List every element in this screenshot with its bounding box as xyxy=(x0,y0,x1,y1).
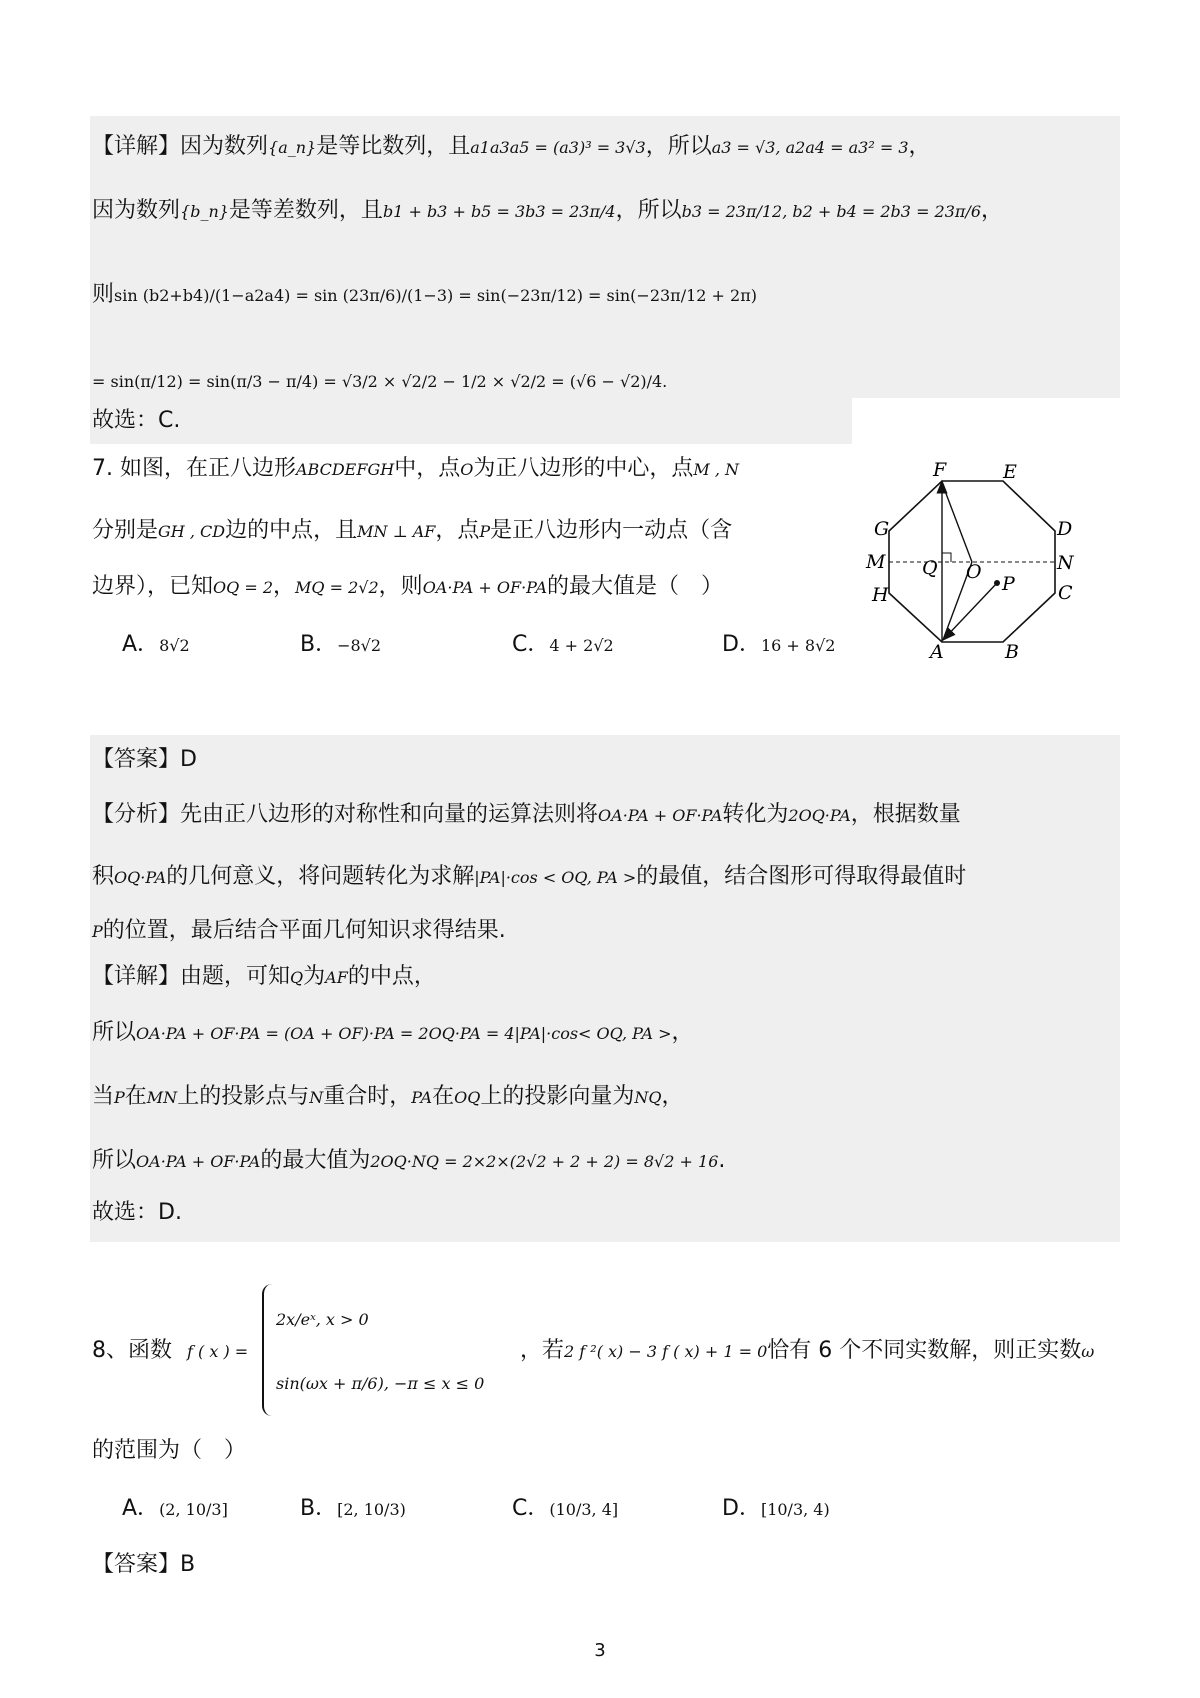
q6-detail-line3 xyxy=(92,280,757,311)
math-inline: AF xyxy=(325,968,348,987)
q7-stem-line3 xyxy=(92,572,723,603)
text: 为正八边形的中心，点 xyxy=(473,456,694,481)
math-equation: sin (b2+b4)/(1−a2a4) = sin (23π/6)/(1−3) = sin(−23π/12) = sin(−23π/12 + 2π) xyxy=(114,286,757,305)
math-inline: M , N xyxy=(693,460,739,479)
label-G: G xyxy=(874,518,890,540)
option-letter: C． xyxy=(512,1496,550,1521)
text: 的最大值是（ ） xyxy=(547,574,724,599)
math-equation: = sin(π/12) = sin(π/3 − π/4) = √3/2 × √2/2 − 1/2 × √2/2 = (√6 − √2)/4. xyxy=(92,372,668,391)
math-inline: MQ = 2√2 xyxy=(295,578,379,597)
math-inline: {a_n} xyxy=(268,138,317,157)
math-piece: 2x/eˣ, x > 0 xyxy=(276,1310,369,1329)
q7-analysis-line1 xyxy=(92,800,961,831)
math-equation: 2 f ²( x) − 3 f ( x) + 1 = 0 xyxy=(564,1342,768,1361)
q7-option-d[interactable] xyxy=(722,630,835,661)
math-vector-expression: OA·PA + OF·PA xyxy=(598,806,723,825)
text: 因为数列 xyxy=(92,198,181,223)
text: 则 xyxy=(92,282,115,307)
math-inline: b3 = 23π/12, b2 + b4 = 2b3 = 23π/6 xyxy=(681,202,981,221)
text: ，所以 xyxy=(645,134,712,159)
text: ，则 xyxy=(378,574,423,599)
q6-detail-line2: 因为数列{b_n}是等差数列，且b1 + b3 + b5 = 3b3 = 23π/4，所以b3 = 23π/12, b2 + b4 = 2b3 = 23π/6， xyxy=(92,198,1004,223)
text: ， xyxy=(661,1084,684,1109)
math-vector-expression: OQ·PA xyxy=(114,868,167,887)
math-vector: PA xyxy=(411,1088,433,1107)
math-vector-expression: OA·PA + OF·PA xyxy=(422,578,548,597)
q8-option-a[interactable] xyxy=(122,1494,228,1525)
label-E: E xyxy=(1003,461,1017,483)
option-letter: B． xyxy=(300,1496,338,1521)
octagon-figure xyxy=(860,455,1100,670)
option-value: (2, 10/3] xyxy=(159,1500,228,1519)
text: 的范围为（ ） xyxy=(92,1438,247,1463)
text: ， xyxy=(671,1020,694,1045)
q7-detail-line4 xyxy=(92,1146,725,1177)
label-Q: Q xyxy=(922,557,938,579)
label-O: O xyxy=(966,561,982,583)
q7-detail-line1 xyxy=(92,962,436,993)
option-value: (10/3, 4] xyxy=(549,1500,619,1519)
text: ，根据数量 xyxy=(850,802,961,827)
option-value: [2, 10/3) xyxy=(337,1500,406,1519)
answer-text: 【答案】B xyxy=(92,1552,196,1577)
text: 所以 xyxy=(92,1020,137,1045)
math-vector-expression: OA·PA + OF·PA = (OA + OF)·PA = 2OQ·PA = 4|PA|·cos< OQ, PA > xyxy=(136,1024,672,1043)
option-letter: C． xyxy=(512,632,550,657)
math-inline: a1a3a5 = (a3)³ = 3√3 xyxy=(470,138,646,157)
text: ， xyxy=(273,574,296,599)
q6-detail-line1: 【详解】因为数列{a_n}是等比数列，且a1a3a5 = (a3)³ = 3√3，所以a3 = √3, a2a4 = a3² = 3， xyxy=(92,134,931,159)
math-inline: MN ⊥ AF xyxy=(357,522,436,541)
q8-piece2 xyxy=(276,1368,484,1399)
text: 转化为 xyxy=(722,802,789,827)
q7-analysis-line3 xyxy=(92,916,506,947)
text: ，点 xyxy=(435,518,480,543)
text: 边界），已知 xyxy=(92,574,214,599)
math-inline: N xyxy=(309,1088,324,1107)
label-N: N xyxy=(1057,552,1074,574)
q7-option-b[interactable] xyxy=(300,630,381,661)
label-P: P xyxy=(1002,573,1015,595)
text: 所以 xyxy=(92,1148,137,1173)
math-inline: b1 + b3 + b5 = 3b3 = 23π/4 xyxy=(382,202,616,221)
math-inline: O xyxy=(460,460,474,479)
text: 由题，可知 xyxy=(180,964,291,989)
q8-piece1 xyxy=(276,1304,369,1335)
option-value: −8√2 xyxy=(337,636,382,655)
q8-option-b[interactable] xyxy=(300,1494,406,1525)
text: 边的中点，且 xyxy=(225,518,358,543)
q8-stem-cont xyxy=(520,1336,1094,1367)
text: 中，点 xyxy=(394,456,461,481)
math-equation: 2OQ·NQ = 2×2×(2√2 + 2 + 2) = 8√2 + 16 xyxy=(370,1152,719,1171)
text: ，若 xyxy=(520,1338,565,1363)
text: 在 xyxy=(124,1084,147,1109)
q7-option-c[interactable] xyxy=(512,630,614,661)
option-value: 16 + 8√2 xyxy=(760,636,836,655)
math-inline: GH , CD xyxy=(158,522,226,541)
q6-detail-line4 xyxy=(92,366,667,397)
text: 先由正八边形的对称性和向量的运算法则将 xyxy=(180,802,599,827)
q7-answer xyxy=(92,745,197,775)
option-letter: D． xyxy=(722,1496,761,1521)
text: 上的投影向量为 xyxy=(480,1084,635,1109)
math-vector-expression: OA·PA + OF·PA xyxy=(136,1152,261,1171)
page-number: 3 xyxy=(594,1640,606,1661)
label-H: H xyxy=(872,584,889,606)
math-inline: MN xyxy=(146,1088,178,1107)
option-letter: A． xyxy=(122,632,160,657)
math-inline: P xyxy=(479,522,491,541)
q7-choice xyxy=(92,1198,182,1228)
text: 在 xyxy=(432,1084,455,1109)
label-B: B xyxy=(1005,641,1019,663)
text: 的最大值为 xyxy=(260,1148,371,1173)
label-M: M xyxy=(866,551,886,573)
math-inline: P xyxy=(114,1088,125,1107)
text: 是等差数列，且 xyxy=(228,198,383,223)
math-vector-expression: 2OQ·PA xyxy=(788,806,851,825)
option-letter: B． xyxy=(300,632,338,657)
math-inline: Q xyxy=(290,968,304,987)
text: 当 xyxy=(92,1084,115,1109)
choice-text: 故选：D. xyxy=(92,1200,182,1225)
text: 恰有 6 个不同实数解，则正实数 xyxy=(767,1338,1082,1363)
math-vector: OQ xyxy=(454,1088,481,1107)
q6-choice-shade xyxy=(90,398,852,444)
option-value: 8√2 xyxy=(159,636,190,655)
q8-stem-line2 xyxy=(92,1436,246,1466)
math-inline: ω xyxy=(1081,1342,1095,1361)
q8-answer xyxy=(92,1550,195,1580)
q7-stem-line1 xyxy=(92,454,739,485)
text: 的最值，结合图形可得取得最值时 xyxy=(636,864,967,889)
text: . xyxy=(718,1148,726,1173)
label-C: C xyxy=(1058,582,1073,604)
option-letter: A． xyxy=(122,1496,160,1521)
option-value: 4 + 2√2 xyxy=(549,636,614,655)
q7-detail-line3 xyxy=(92,1082,683,1113)
q6-choice xyxy=(92,406,180,436)
text: 积 xyxy=(92,864,115,889)
math-inline: OQ = 2 xyxy=(213,578,274,597)
answer-text: 【答案】D xyxy=(92,747,197,772)
text: 上的投影点与 xyxy=(177,1084,310,1109)
detail-label: 【详解】 xyxy=(92,134,181,159)
piecewise-brace xyxy=(262,1284,274,1416)
math-inline: {b_n} xyxy=(180,202,229,221)
option-value: [10/3, 4) xyxy=(760,1500,830,1519)
q7-option-a[interactable] xyxy=(122,630,190,661)
math-piece: sin(ωx + π/6), −π ≤ x ≤ 0 xyxy=(276,1374,485,1393)
label-F: F xyxy=(933,459,947,481)
choice-text: 故选：C. xyxy=(92,408,181,433)
q7-stem-line2 xyxy=(92,516,732,547)
text: 重合时， xyxy=(323,1084,412,1109)
text: 是等比数列，且 xyxy=(316,134,471,159)
q8-option-d[interactable] xyxy=(722,1494,830,1525)
math-vector: NQ xyxy=(634,1088,662,1107)
math-inline: P xyxy=(92,922,103,941)
math-inline: ABCDEFGH xyxy=(295,460,395,479)
q8-option-c[interactable] xyxy=(512,1494,618,1525)
q8-stem-line1 xyxy=(92,1336,248,1367)
text: 是正八边形内一动点（含 xyxy=(490,518,733,543)
detail-label: 【详解】 xyxy=(92,964,181,989)
label-D: D xyxy=(1057,518,1073,540)
text: 的几何意义，将问题转化为求解 xyxy=(166,864,475,889)
q7-analysis-line2 xyxy=(92,862,966,893)
text: 的位置，最后结合平面几何知识求得结果. xyxy=(102,918,506,943)
text: 的中点， xyxy=(347,964,436,989)
text: 为 xyxy=(303,964,326,989)
text: 分别是 xyxy=(92,518,159,543)
text: 7. 如图，在正八边形 xyxy=(92,456,296,481)
math-vector-expression: |PA|·cos < OQ, PA > xyxy=(474,868,637,887)
option-letter: D． xyxy=(722,632,761,657)
q7-detail-line2 xyxy=(92,1018,694,1049)
text: 因为数列 xyxy=(180,134,269,159)
math-inline: f ( x ) = xyxy=(187,1342,249,1361)
label-A: A xyxy=(930,641,944,663)
text: 8、函数 xyxy=(92,1338,172,1363)
math-inline: a3 = √3, a2a4 = a3² = 3 xyxy=(711,138,909,157)
analysis-label: 【分析】 xyxy=(92,802,181,827)
text: ，所以 xyxy=(615,198,682,223)
